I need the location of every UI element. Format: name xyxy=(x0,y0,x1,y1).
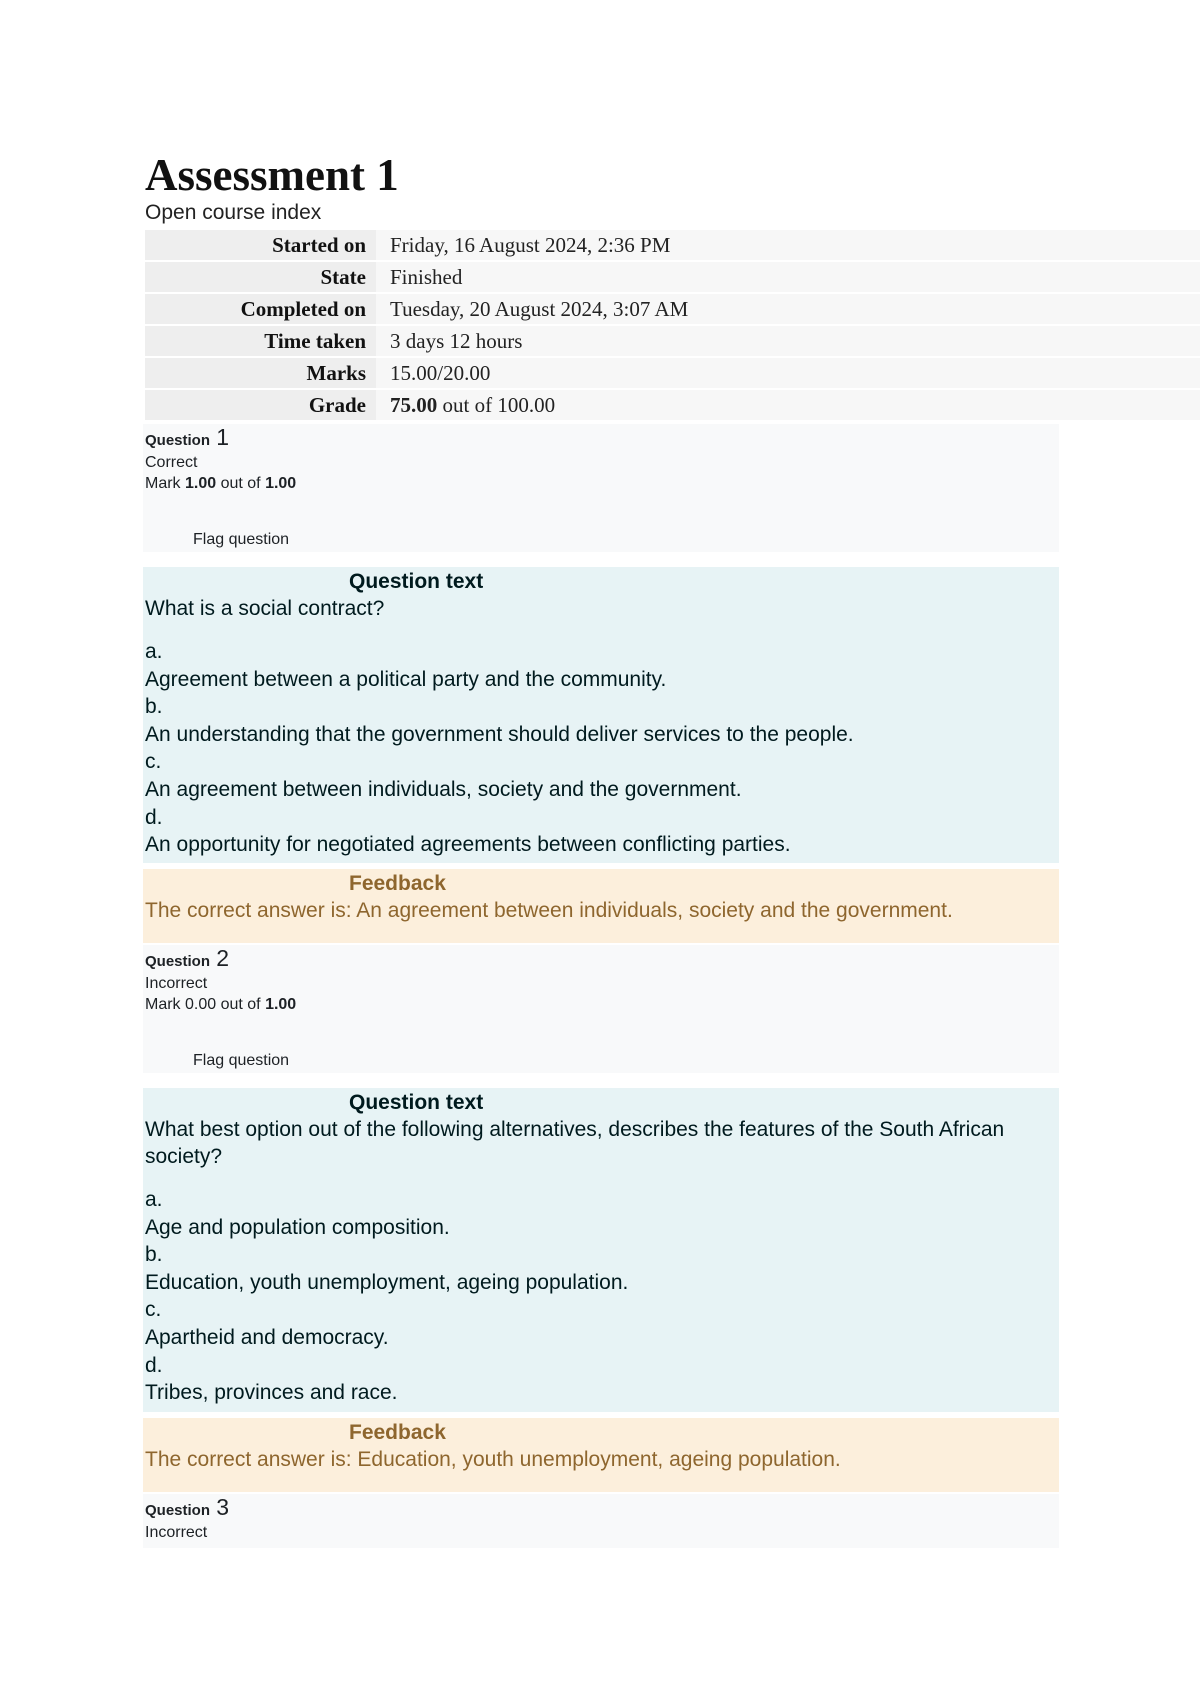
option-text: Apartheid and democracy. xyxy=(145,1325,389,1349)
feedback-heading: Feedback xyxy=(349,872,446,895)
summary-value: 15.00/20.00 xyxy=(376,357,1200,389)
summary-row-state xyxy=(145,261,1200,293)
question-2-feedback xyxy=(143,1418,1059,1492)
option-letter: b. xyxy=(145,695,163,719)
flag-question-link[interactable]: Flag question xyxy=(193,1052,290,1069)
option-text: Education, youth unemployment, ageing population. xyxy=(145,1270,629,1294)
option-c[interactable] xyxy=(145,748,1059,803)
summary-row-grade xyxy=(145,389,1200,420)
summary-label: Time taken xyxy=(145,325,376,357)
mark-max: 1.00 xyxy=(265,475,297,492)
summary-value: Friday, 16 August 2024, 2:36 PM xyxy=(376,229,1200,261)
mark-value: 0.00 xyxy=(185,996,217,1013)
option-letter: a. xyxy=(145,1188,163,1211)
answer-options xyxy=(145,638,1059,859)
option-d[interactable] xyxy=(145,1352,1059,1407)
mark-max: 1.00 xyxy=(265,996,297,1013)
feedback-heading: Feedback xyxy=(349,1421,446,1444)
feedback-text: The correct answer is: An agreement between individuals, society and the government. xyxy=(145,899,953,922)
option-letter: d. xyxy=(145,805,163,829)
question-label: Question xyxy=(145,1502,211,1519)
option-letter: a. xyxy=(145,640,163,663)
option-text: Agreement between a political party and the community. xyxy=(145,667,667,691)
option-b[interactable] xyxy=(145,1241,1059,1296)
question-label: Question xyxy=(145,953,211,970)
question-number xyxy=(145,947,1059,973)
option-b[interactable] xyxy=(145,693,1059,748)
answer-options xyxy=(145,1186,1059,1407)
flag-question-link[interactable]: Flag question xyxy=(193,531,290,548)
option-c[interactable] xyxy=(145,1296,1059,1351)
option-a[interactable] xyxy=(145,1186,1059,1241)
summary-label: Grade xyxy=(145,389,376,420)
question-2-formulation xyxy=(143,1088,1059,1412)
question-1-formulation xyxy=(143,567,1059,863)
option-letter: c. xyxy=(145,1298,162,1322)
mark-prefix: Mark xyxy=(145,996,185,1013)
question-text-heading: Question text xyxy=(349,570,484,593)
summary-label: Marks xyxy=(145,357,376,389)
summary-value: Finished xyxy=(376,261,1200,293)
question-state: Incorrect xyxy=(145,975,208,992)
open-course-index-link[interactable]: Open course index xyxy=(145,201,322,224)
question-number-value: 3 xyxy=(216,1494,229,1520)
mark-value: 1.00 xyxy=(185,475,217,492)
mark-prefix: Mark xyxy=(145,475,185,492)
question-text-heading: Question text xyxy=(349,1091,484,1114)
question-state: Incorrect xyxy=(145,1524,208,1541)
summary-row-completed-on xyxy=(145,293,1200,325)
page-title: Assessment 1 xyxy=(145,150,399,200)
grade-score: 75.00 xyxy=(390,392,438,417)
summary-value xyxy=(376,389,1200,420)
summary-value: 3 days 12 hours xyxy=(376,325,1200,357)
option-letter: b. xyxy=(145,1243,163,1267)
summary-row-started-on xyxy=(145,229,1200,261)
summary-row-time-taken xyxy=(145,325,1200,357)
option-letter: c. xyxy=(145,750,162,774)
question-text: What is a social contract? xyxy=(145,597,385,620)
question-number-value: 1 xyxy=(216,424,229,450)
summary-label: Started on xyxy=(145,229,376,261)
option-d[interactable] xyxy=(145,804,1059,859)
grade-out-of: out of 100.00 xyxy=(437,392,556,417)
option-text: An agreement between individuals, society and the government. xyxy=(145,777,742,801)
option-text: An opportunity for negotiated agreements between conflicting parties. xyxy=(145,833,791,857)
question-label: Question xyxy=(145,432,211,449)
question-number-value: 2 xyxy=(216,945,229,971)
question-2-info xyxy=(143,945,1059,1073)
summary-row-marks xyxy=(145,357,1200,389)
option-letter: d. xyxy=(145,1353,163,1377)
option-text: An understanding that the government should deliver services to the people. xyxy=(145,722,854,746)
feedback-text: The correct answer is: Education, youth unemployment, ageing population. xyxy=(145,1448,841,1471)
summary-label: State xyxy=(145,261,376,293)
option-text: Tribes, provinces and race. xyxy=(145,1381,398,1405)
summary-value: Tuesday, 20 August 2024, 3:07 AM xyxy=(376,293,1200,325)
mark-mid: out of xyxy=(216,475,266,492)
question-number xyxy=(145,426,1059,452)
option-a[interactable] xyxy=(145,638,1059,693)
question-number xyxy=(145,1496,1059,1522)
summary-label: Completed on xyxy=(145,293,376,325)
option-text: Age and population composition. xyxy=(145,1215,450,1239)
attempt-summary-table xyxy=(145,228,1200,420)
question-1-feedback xyxy=(143,869,1059,943)
question-state: Correct xyxy=(145,454,198,471)
mark-mid: out of xyxy=(216,996,266,1013)
question-1-info xyxy=(143,424,1059,552)
question-text: What best option out of the following alternatives, describes the features of the South African society? xyxy=(145,1118,1005,1168)
question-mark xyxy=(145,473,1059,494)
question-mark xyxy=(145,994,1059,1015)
question-3-info xyxy=(143,1494,1059,1548)
